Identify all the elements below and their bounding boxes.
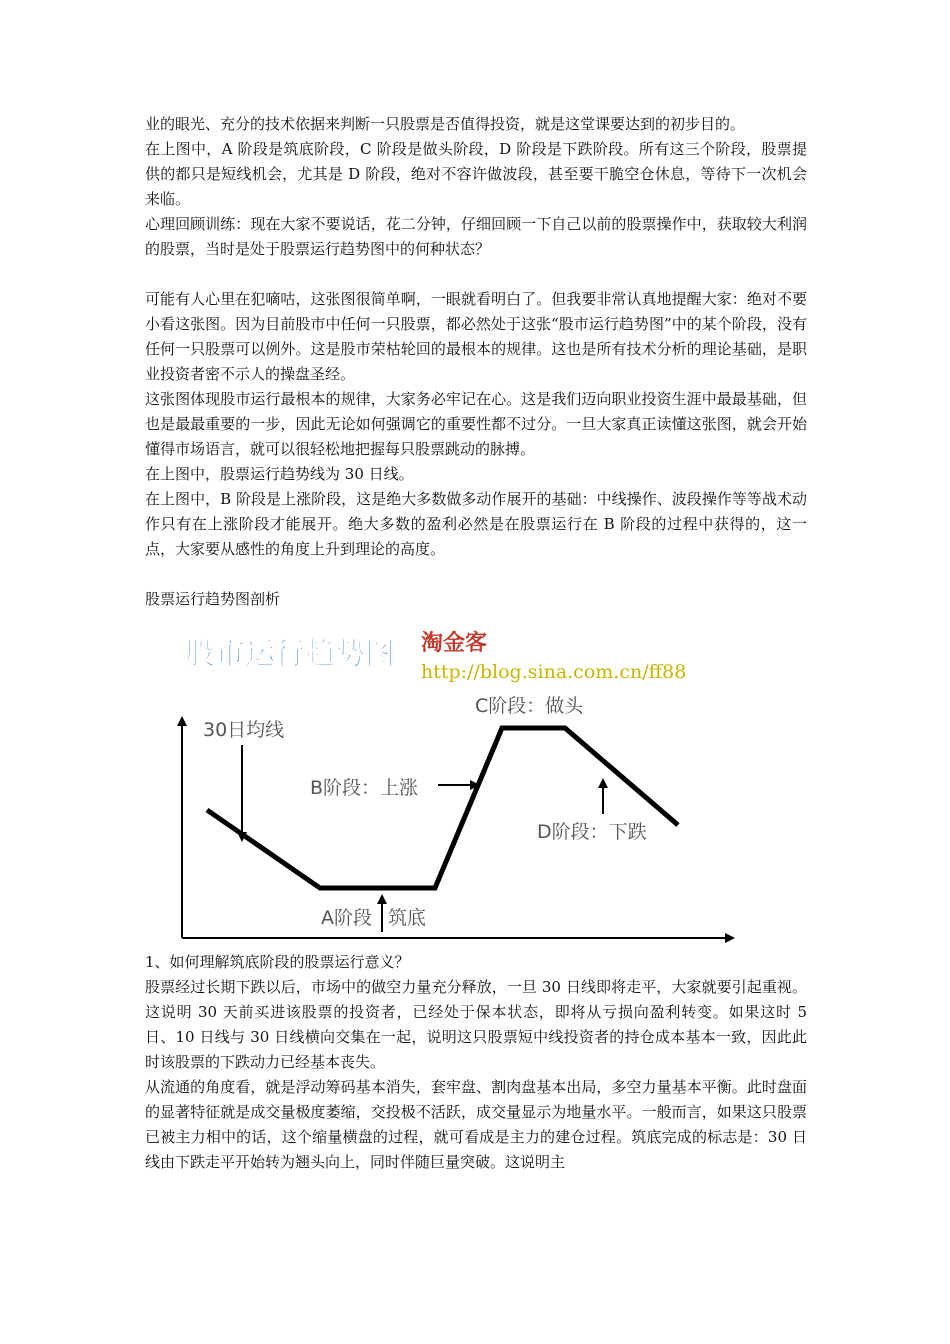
ma-label: 30日均线 [203,719,285,741]
figure-caption: 股票运行趋势图剖析 [145,590,281,608]
paragraph: 从流通的角度看，就是浮动筹码基本消失，套牢盘、割肉盘基本出局，多空力量基本平衡。此时盘面的显著特征就是成交量极度萎缩，交投极不活跃，成交量显示为地量水平。一般而言，如果这只股票已被主力相中的话，这个缩量横盘的过程，就可看成是主力的建仓过程。筑底完成的标志是：30 日线由下跌走平开始转为翘头向上，同时伴随巨量突破。这说明主 [145,1078,807,1171]
trend-line [207,728,678,888]
paragraph: 在上图中，B 阶段是上涨阶段，这是绝大多数做多动作展开的基础：中线操作、波段操作等等战术动作只有在上涨阶段才能展开。绝大多数的盈利必然是在股票运行在 B 阶段的过程中获得的，这一点，大家要从感性的角度上升到理论的高度。 [145,490,807,558]
section-heading: 1、如何理解筑底阶段的股票运行意义？ [145,953,410,971]
trend-figure [145,620,807,950]
blank-line [145,562,807,587]
stage-b-label: B阶段：上涨 [310,777,419,799]
stage-a-sub-label: 筑底 [388,907,427,929]
stage-c-label: C阶段：做头 [475,695,584,717]
paragraph: 股票经过长期下跌以后，市场中的做空力量充分释放，一旦 30 日线即将走平，大家就要引起重视。这说明 30 天前买进该股票的投资者，已经处于保本状态，即将从亏损向盈利转变。如果这时 5 日、10 日线与 30 日线横向交集在一起，说明这只股票短中线投资者的持仓成本基本一致，因此此时该股票的下跌动力已经基本丧失。 [145,978,807,1071]
paragraph: 业的眼光、充分的技术依据来判断一只股票是否值得投资，就是这堂课要达到的初步目的。 [145,115,746,133]
diagram-title: 股市运行趋势图 [185,637,395,672]
brand-text: 淘金客 [421,631,488,656]
blank-line [145,262,807,287]
stage-a-label: A阶段 [321,907,372,929]
trend-diagram [145,620,807,950]
document-page [145,112,807,1175]
paragraph: 心理回顾训练：现在大家不要说话，花二分钟，仔细回顾一下自己以前的股票操作中，获取较大利润的股票，当时是处于股票运行趋势图中的何种状态？ [145,215,807,258]
paragraph: 可能有人心里在犯嘀咕，这张图很简单啊，一眼就看明白了。但我要非常认真地提醒大家：绝对不要小看这张图。因为目前股市中任何一只股票，都必然处于这张“股市运行趋势图”中的某个阶段，没有任何一只股票可以例外。这是股市荣枯轮回的最根本的规律。这也是所有技术分析的理论基础，是职业投资者密不示人的操盘圣经。 [145,290,807,383]
stage-d-label: D阶段：下跌 [537,821,647,843]
paragraph: 在上图中，A 阶段是筑底阶段，C 阶段是做头阶段，D 阶段是下跌阶段。所有这三个阶段，股票提供的都只是短线机会，尤其是 D 阶段，绝对不容许做波段，甚至要干脆空仓休息，等待下一次机会来临。 [145,140,807,208]
url-text: http://blog.sina.com.cn/ff88 [421,661,687,683]
paragraph: 在上图中，股票运行趋势线为 30 日线。 [145,465,414,483]
paragraph: 这张图体现股市运行最根本的规律，大家务必牢记在心。这是我们迈向职业投资生涯中最最基础，但也是最最重要的一步，因此无论如何强调它的重要性都不过分。一旦大家真正读懂这张图，就会开始懂得市场语言，就可以很轻松地把握每只股票跳动的脉搏。 [145,390,807,458]
